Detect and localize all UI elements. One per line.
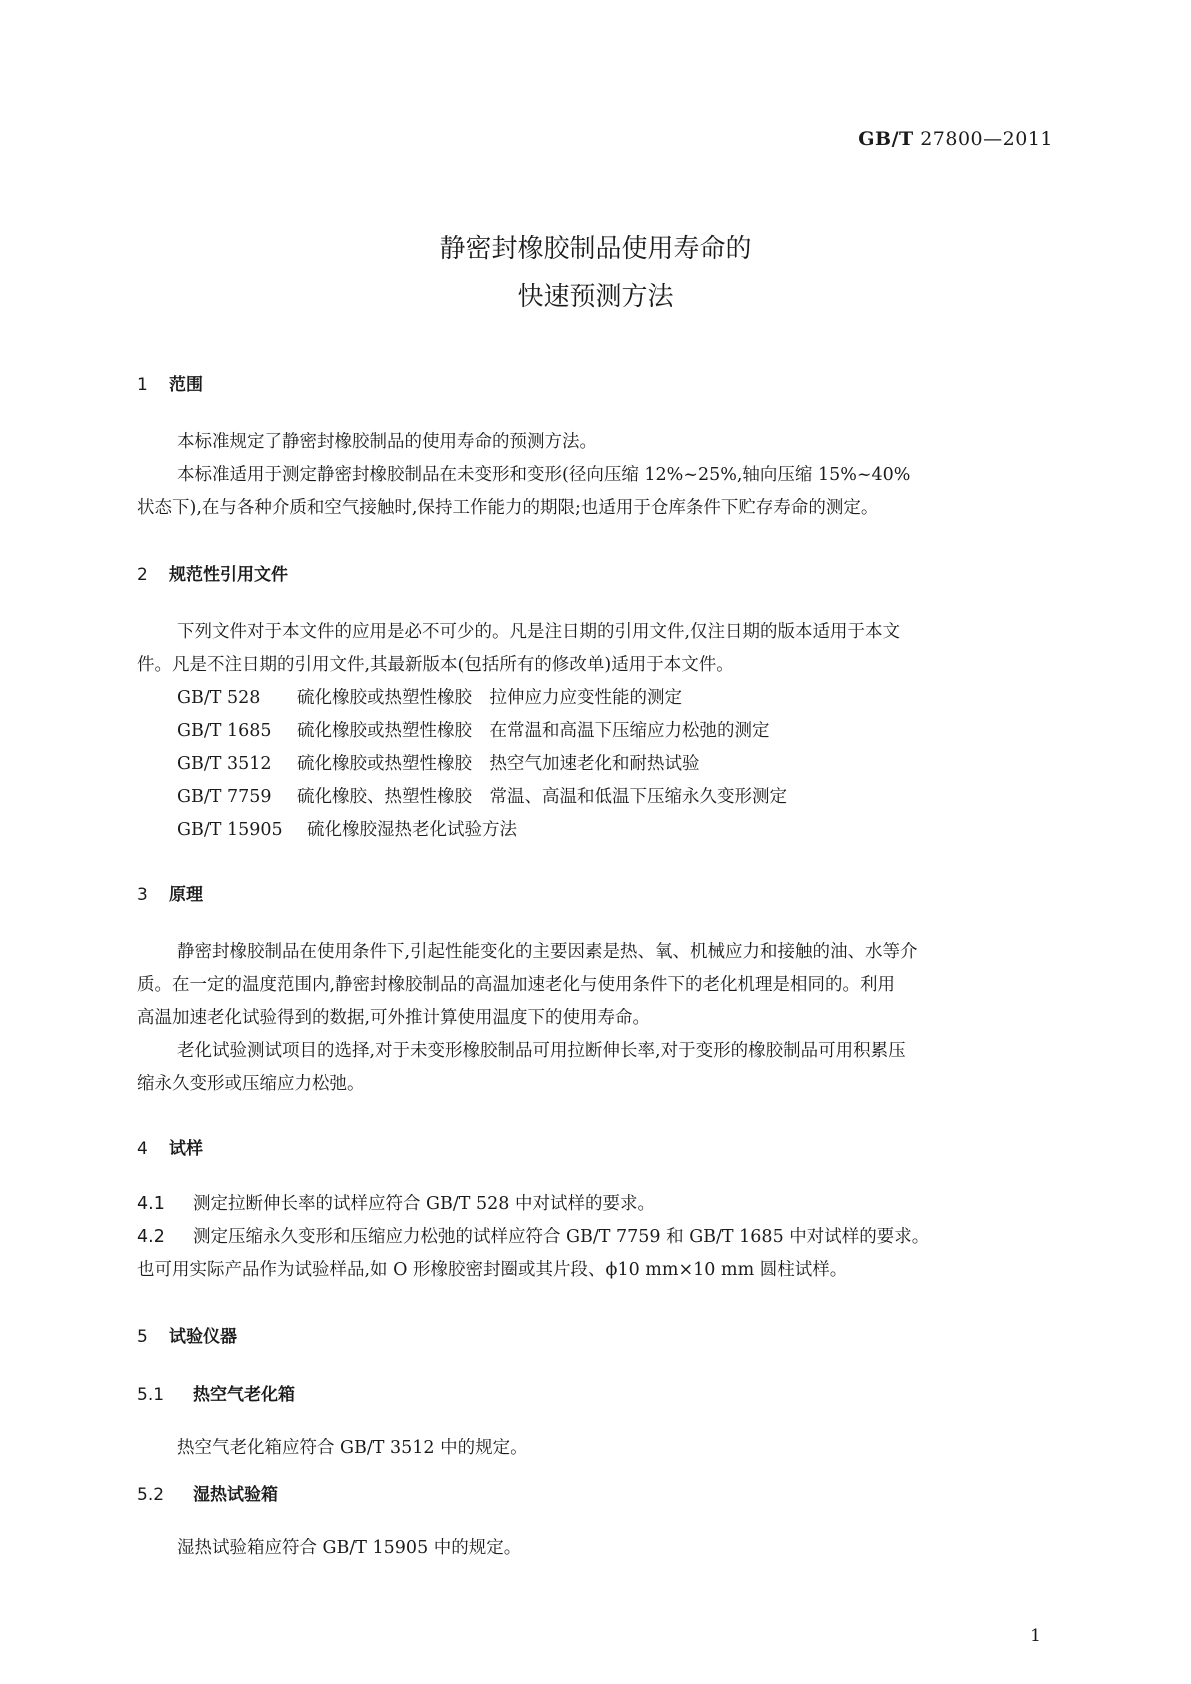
- clause-title: 湿热试验箱: [193, 1485, 278, 1505]
- paragraph: 本标准适用于测定静密封橡胶制品在未变形和变形(径向压缩 12%~25%,轴向压缩 15%~40%: [177, 465, 911, 485]
- paragraph: 湿热试验箱应符合 GB/T 15905 中的规定。: [177, 1538, 522, 1558]
- section-title: 范围: [169, 375, 203, 395]
- reference-item: [177, 748, 700, 781]
- section-number: 3: [137, 885, 148, 905]
- reference-item: [177, 781, 787, 814]
- clause-number: 5.1: [137, 1385, 165, 1405]
- section-3-heading: [137, 880, 203, 905]
- paragraph: 本标准规定了静密封橡胶制品的使用寿命的预测方法。: [177, 432, 597, 452]
- paragraph: 热空气老化箱应符合 GB/T 3512 中的规定。: [177, 1438, 528, 1458]
- reference-item: [177, 814, 517, 847]
- clause-4-2: [137, 1221, 929, 1254]
- clause-number: 4.1: [137, 1194, 165, 1214]
- clause-5-2-heading: [137, 1480, 278, 1505]
- clause-text: 测定压缩永久变形和压缩应力松弛的试样应符合 GB/T 7759 和 GB/T 1685 中对试样的要求。: [193, 1227, 930, 1247]
- reference-code: GB/T 528: [177, 688, 261, 708]
- paragraph: 也可用实际产品作为试验样品,如 O 形橡胶密封圈或其片段、ϕ10 mm×10 mm 圆柱试样。: [137, 1260, 848, 1280]
- paragraph: 质。在一定的温度范围内,静密封橡胶制品的高温加速老化与使用条件下的老化机理是相同的。利用: [137, 975, 896, 995]
- page-number: 1: [1030, 1626, 1041, 1646]
- section-title: 规范性引用文件: [169, 565, 288, 585]
- section-5-heading: [137, 1322, 237, 1347]
- paragraph: 老化试验测试项目的选择,对于未变形橡胶制品可用拉断伸长率,对于变形的橡胶制品可用积累压: [177, 1041, 906, 1061]
- clause-title: 热空气老化箱: [193, 1385, 295, 1405]
- document-title-line1: 静密封橡胶制品使用寿命的: [439, 234, 752, 264]
- section-1-heading: [137, 370, 203, 395]
- paragraph: 缩永久变形或压缩应力松弛。: [137, 1074, 365, 1094]
- clause-5-1-heading: [137, 1380, 295, 1405]
- document-title-line2: 快速预测方法: [517, 282, 674, 312]
- section-number: 2: [137, 565, 148, 585]
- clause-number: 4.2: [137, 1227, 165, 1247]
- reference-code: GB/T 1685: [177, 721, 272, 741]
- section-number: 4: [137, 1139, 148, 1159]
- clause-number: 5.2: [137, 1485, 165, 1505]
- reference-item: [177, 682, 682, 715]
- section-title: 试验仪器: [169, 1327, 237, 1347]
- reference-code: GB/T 7759: [177, 787, 272, 807]
- reference-title: 硫化橡胶湿热老化试验方法: [307, 820, 517, 840]
- paragraph: 高温加速老化试验得到的数据,可外推计算使用温度下的使用寿命。: [137, 1008, 651, 1028]
- reference-title: 硫化橡胶或热塑性橡胶 热空气加速老化和耐热试验: [297, 754, 700, 774]
- reference-title: 硫化橡胶或热塑性橡胶 在常温和高温下压缩应力松弛的测定: [297, 721, 770, 741]
- section-title: 试样: [169, 1139, 203, 1159]
- standard-code: [858, 128, 1053, 150]
- reference-title: 硫化橡胶或热塑性橡胶 拉伸应力应变性能的测定: [297, 688, 682, 708]
- standard-number: 27800—2011: [920, 128, 1053, 150]
- section-number: 1: [137, 375, 148, 395]
- reference-code: GB/T 3512: [177, 754, 272, 774]
- clause-text: 测定拉断伸长率的试样应符合 GB/T 528 中对试样的要求。: [193, 1194, 655, 1214]
- section-4-heading: [137, 1134, 203, 1159]
- reference-item: [177, 715, 770, 748]
- paragraph: 状态下),在与各种介质和空气接触时,保持工作能力的期限;也适用于仓库条件下贮存寿命的测定。: [137, 498, 879, 518]
- section-number: 5: [137, 1327, 148, 1347]
- section-title: 原理: [169, 885, 203, 905]
- standard-prefix: GB/T: [858, 128, 914, 150]
- clause-4-1: [137, 1188, 655, 1221]
- paragraph: 下列文件对于本文件的应用是必不可少的。凡是注日期的引用文件,仅注日期的版本适用于本文: [177, 622, 901, 642]
- paragraph: 静密封橡胶制品在使用条件下,引起性能变化的主要因素是热、氧、机械应力和接触的油、水等介: [177, 942, 918, 962]
- reference-code: GB/T 15905: [177, 820, 283, 840]
- paragraph: 件。凡是不注日期的引用文件,其最新版本(包括所有的修改单)适用于本文件。: [137, 655, 734, 675]
- section-2-heading: [137, 560, 288, 585]
- reference-title: 硫化橡胶、热塑性橡胶 常温、高温和低温下压缩永久变形测定: [297, 787, 787, 807]
